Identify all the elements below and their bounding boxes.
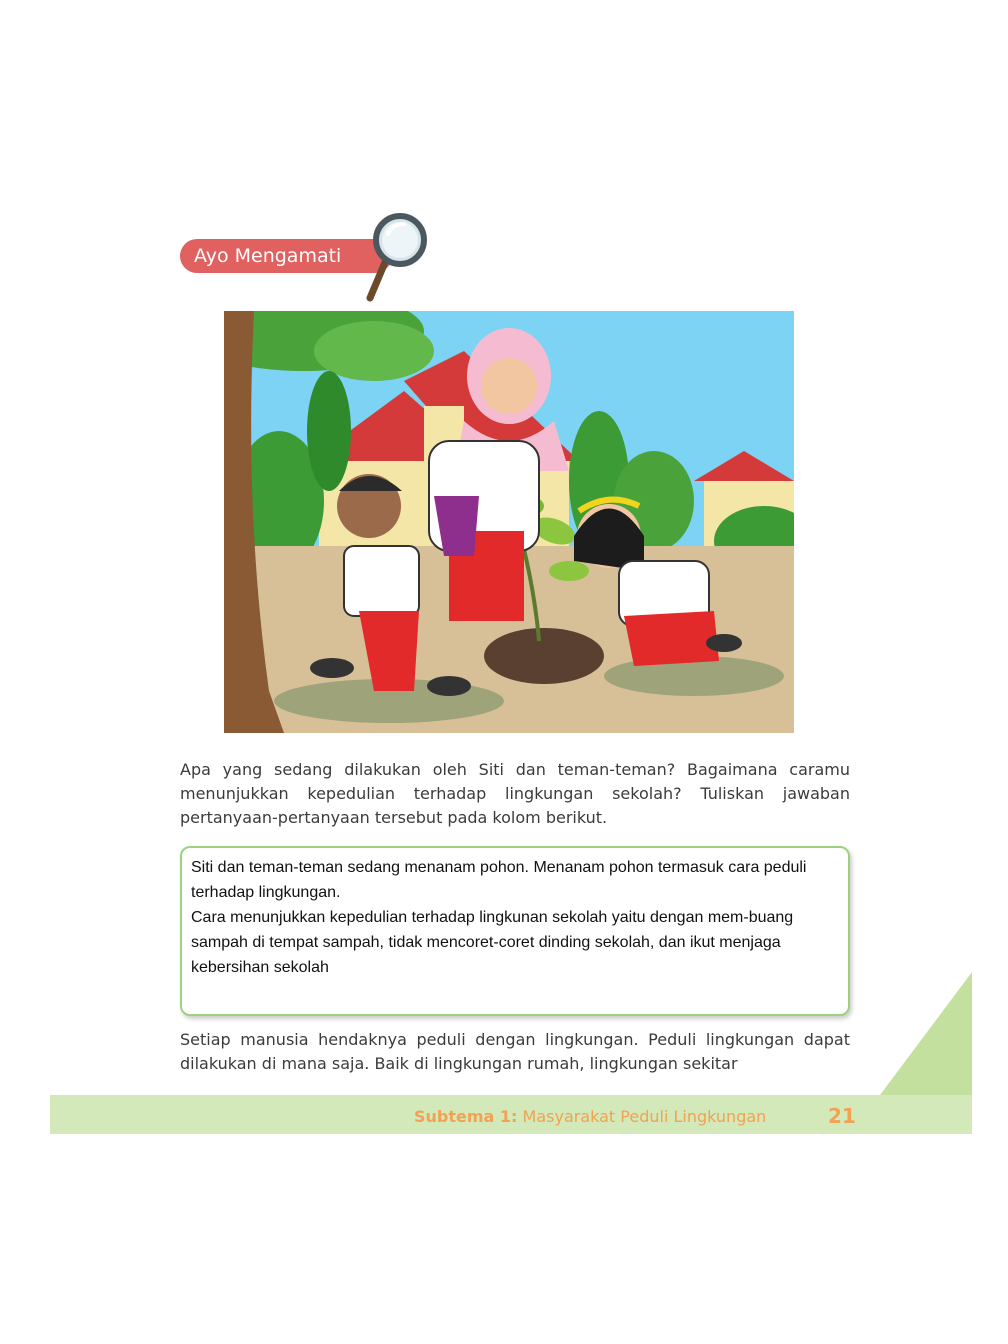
footer-subtheme-title: Masyarakat Peduli Lingkungan (522, 1107, 767, 1126)
closing-paragraph: Setiap manusia hendaknya peduli dengan lingkungan. Peduli lingkungan dapat dilakukan di mana saja. Baik di lingkungan rumah, lingkungan sekitar (180, 1030, 850, 1073)
answer-line-1: Siti dan teman-teman sedang menanam pohon. Menanam pohon termasuk cara peduli terhadap lingkungan. (191, 859, 807, 901)
corner-triangle-decoration (880, 972, 972, 1095)
tree-planting-illustration (224, 311, 794, 733)
page-number: 21 (828, 1104, 856, 1128)
answer-box[interactable] (180, 846, 850, 1016)
footer-subtheme-label: Subtema 1: (414, 1107, 518, 1126)
intro-paragraph: Apa yang sedang dilakukan oleh Siti dan teman-teman? Bagaimana caramu menunjukkan kepedulian terhadap lingkungan sekolah? Tuliskan jawaban pertanyaan-pertanyaan tersebut pada kolom berikut. (180, 760, 850, 827)
answer-line-2: Cara menunjukkan kepedulian terhadap lingkunan sekolah yaitu dengan mem-buang sampah di tempat sampah, tidak mencoret-coret dinding sekolah, dan ikut menjaga kebersihan sekolah (191, 909, 794, 976)
magnifier-icon (360, 210, 430, 302)
footer-subtheme (414, 1107, 766, 1126)
section-title: Ayo Mengamati (194, 245, 342, 267)
